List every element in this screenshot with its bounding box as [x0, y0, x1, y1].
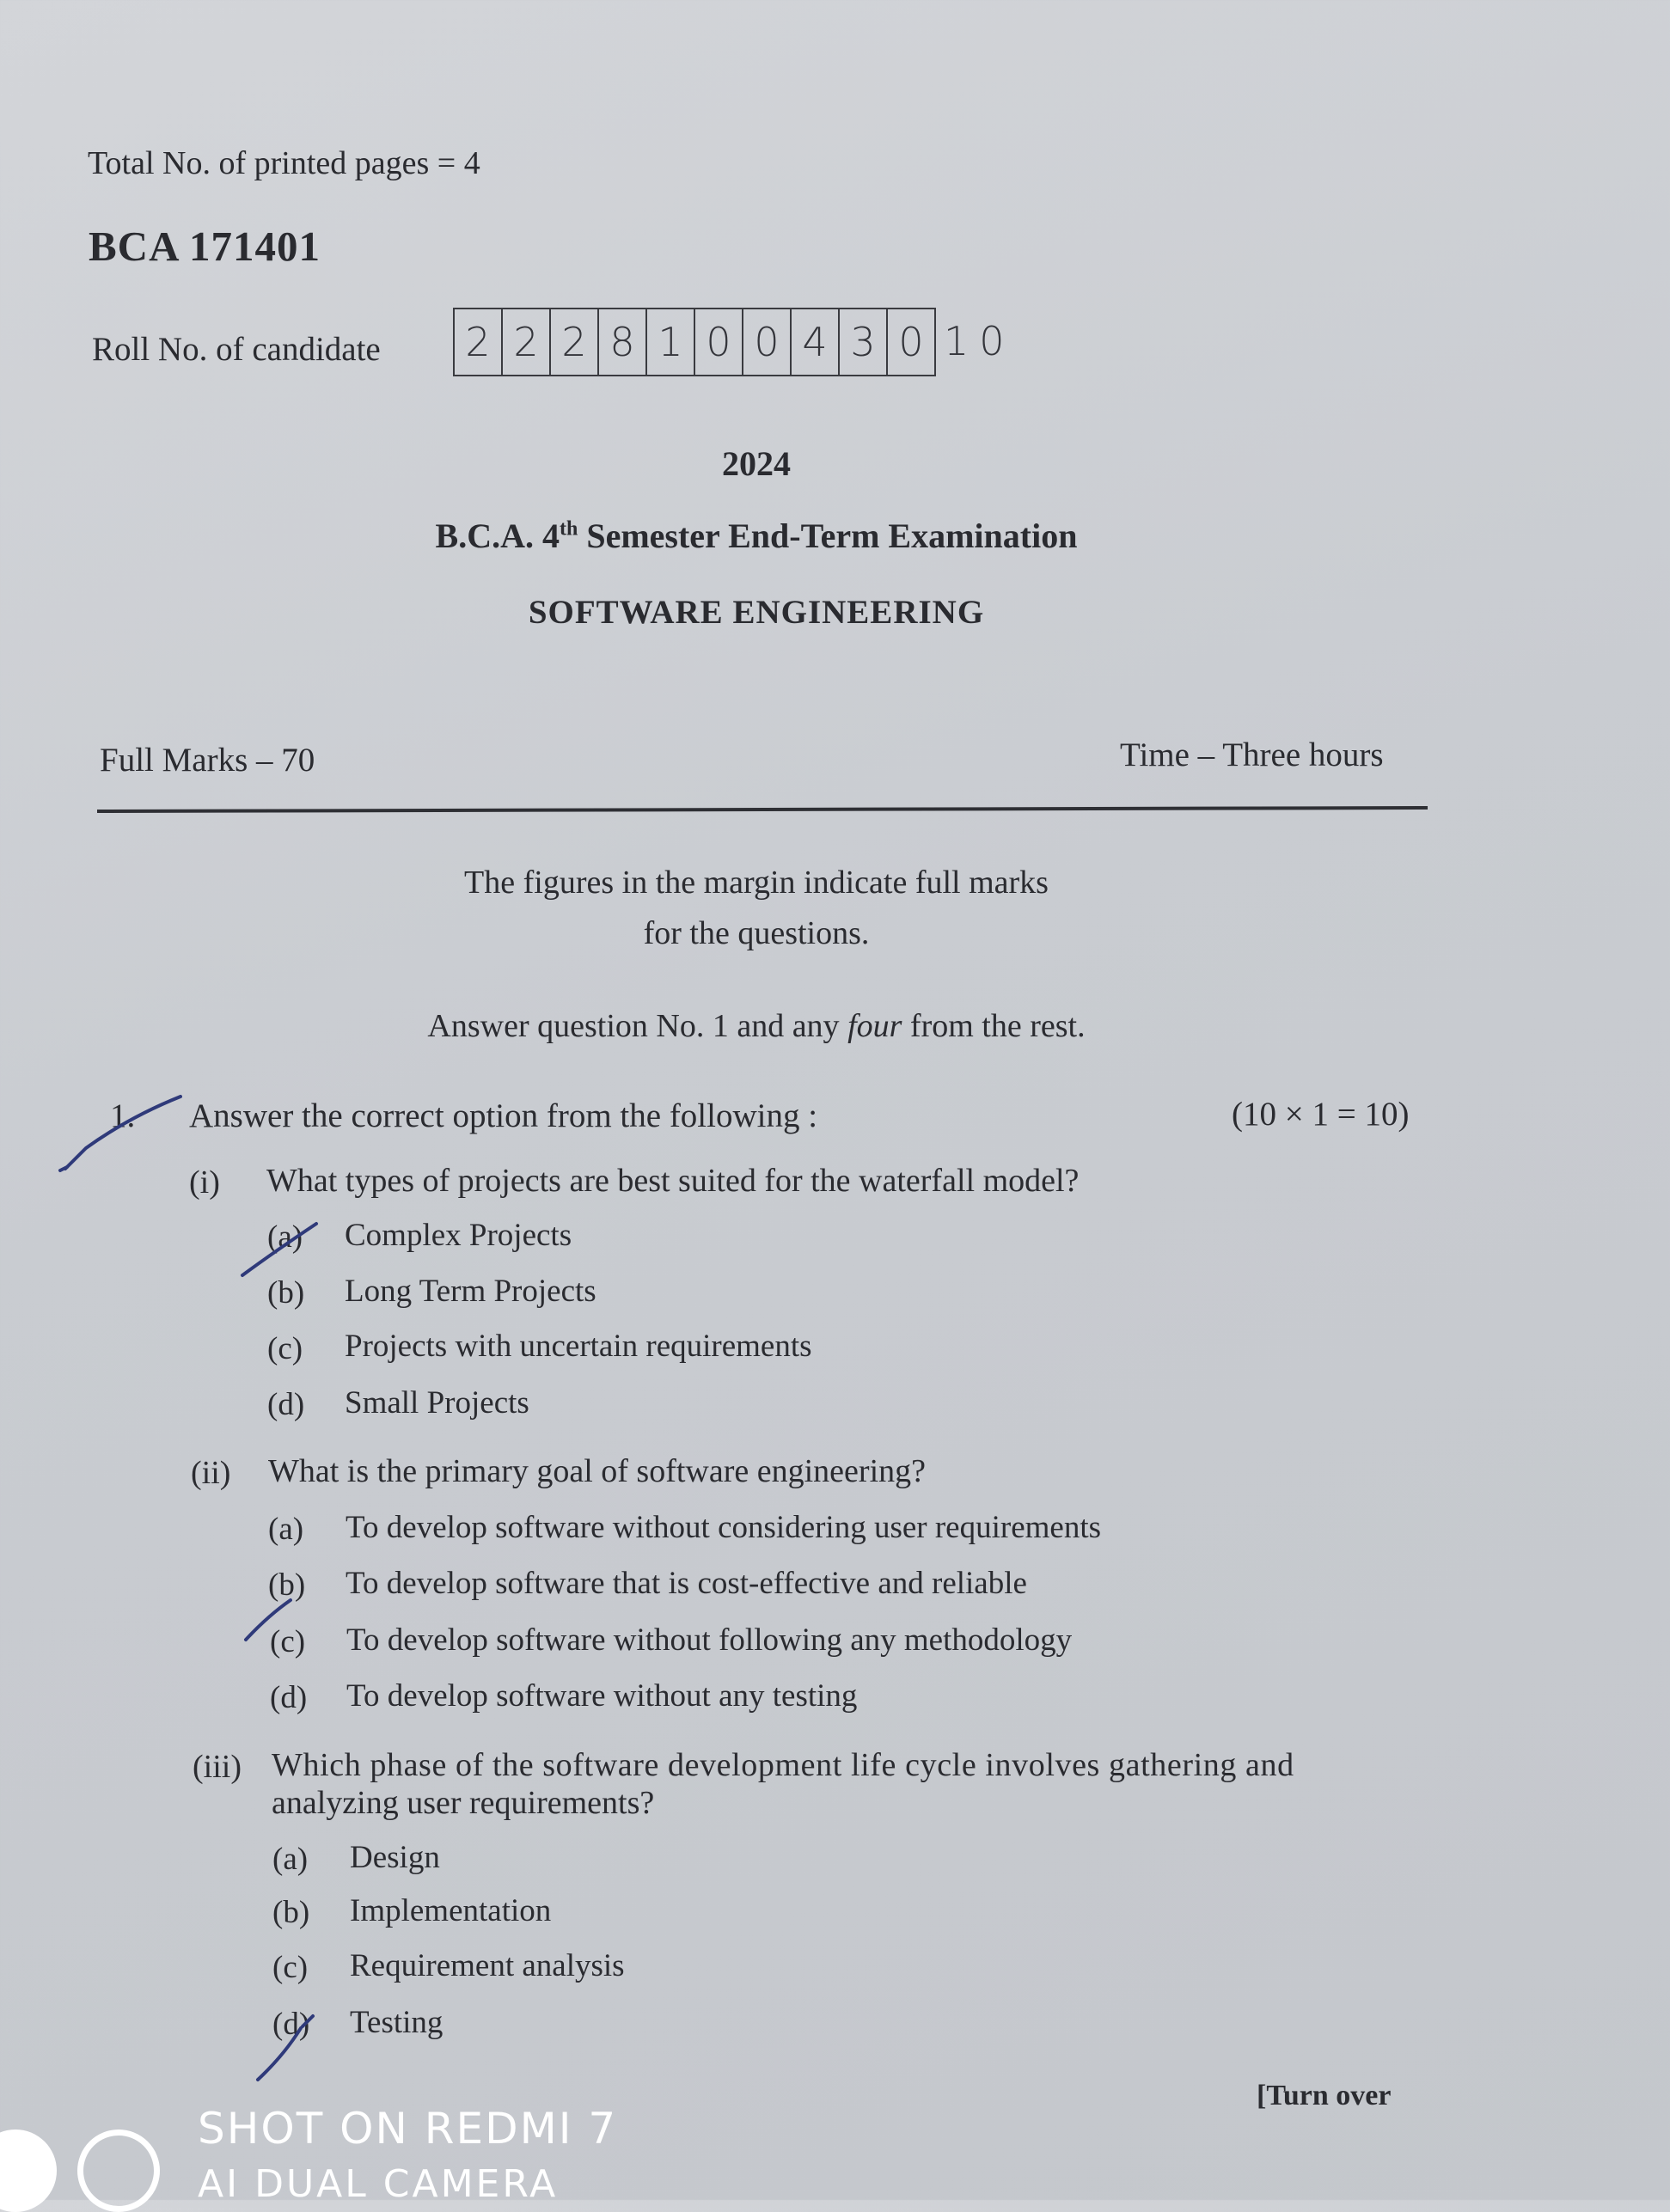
sub-question-number: (i) — [189, 1164, 220, 1201]
roll-digit-box: 3 — [840, 309, 888, 375]
question-number: 1. — [110, 1097, 136, 1134]
option-label: (b) — [272, 1895, 310, 1930]
roll-digit-box: 0 — [898, 319, 924, 365]
subject-title: SOFTWARE ENGINEERING — [528, 594, 985, 631]
roll-digit-box: 0 — [695, 309, 743, 375]
instruction-text: from the rest. — [902, 1008, 1086, 1044]
sub-question-text: What is the primary goal of software engineering? — [268, 1453, 926, 1489]
tick-mark-option-ii-c — [246, 1600, 291, 1640]
option-label: (d) — [272, 2007, 310, 2042]
option-text: To develop software that is cost-effective and reliable — [346, 1566, 1027, 1601]
roll-digit-box: 2 — [503, 309, 551, 375]
exam-year: 2024 — [722, 444, 791, 483]
roll-digit-box: 2 — [551, 309, 599, 375]
option-text: Implementation — [350, 1893, 552, 1928]
full-marks: Full Marks – 70 — [100, 742, 315, 779]
tick-mark-option-i-a — [242, 1224, 316, 1275]
instruction-line-1: The figures in the margin indicate full marks — [464, 865, 1049, 901]
question-marks: (10 × 1 = 10) — [1232, 1096, 1410, 1133]
question-text: Answer the correct option from the following : — [189, 1097, 818, 1134]
sub-question-text: Which phase of the software development life cycle involves gathering and — [272, 1747, 1294, 1783]
option-text: Requirement analysis — [350, 1948, 625, 1983]
roll-digit-box: 2 — [455, 309, 503, 375]
exam-title-suffix: Semester End-Term Examination — [578, 516, 1078, 555]
option-label: (b) — [268, 1567, 306, 1603]
camera-watermark-line-2: AI DUAL CAMERA — [198, 2162, 559, 2206]
option-text: Small Projects — [345, 1385, 529, 1421]
option-label: (a) — [268, 1512, 304, 1547]
option-text: Testing — [350, 2005, 443, 2040]
sub-question-text-continued: analyzing user requirements? — [272, 1785, 655, 1821]
sub-question-text: What types of projects are best suited for the waterfall model? — [266, 1163, 1080, 1199]
roll-number-extra-digits: 10 — [944, 318, 1015, 364]
instruction-text: Answer question No. 1 and any — [427, 1008, 848, 1044]
camera-watermark-line-1: SHOT ON REDMI 7 — [198, 2104, 618, 2154]
roll-digit-box: 1 — [647, 309, 695, 375]
roll-digit-box: 8 — [599, 309, 647, 375]
option-label: (c) — [272, 1950, 309, 1985]
turn-over-note: [Turn over — [1257, 2080, 1392, 2111]
time-allowed: Time – Three hours — [1120, 736, 1384, 773]
instruction-emphasis: four — [847, 1008, 902, 1044]
option-text: Long Term Projects — [345, 1274, 596, 1309]
sub-question-number: (iii) — [193, 1749, 242, 1785]
option-text: Complex Projects — [345, 1218, 572, 1253]
option-label: (d) — [267, 1387, 305, 1422]
option-text: To develop software without considering user requirements — [346, 1510, 1102, 1545]
instruction-line-2: for the questions. — [643, 915, 870, 951]
roll-digit-box: 4 — [792, 309, 840, 375]
tick-mark-option-iii-d — [258, 2028, 301, 2080]
tick-mark-question-1 — [65, 1097, 180, 1169]
option-label: (b) — [267, 1275, 305, 1311]
roll-digit-box: 0 — [743, 309, 792, 375]
paper-code: BCA 171401 — [89, 223, 321, 270]
option-label: (a) — [267, 1219, 303, 1255]
option-text: Projects with uncertain requirements — [345, 1329, 812, 1364]
option-text: To develop software without following any methodology — [346, 1622, 1073, 1658]
tick-mark-option-iii-d-top — [303, 2016, 313, 2026]
exam-title-superscript: th — [559, 517, 578, 541]
option-label: (d) — [270, 1680, 308, 1715]
option-label: (a) — [272, 1842, 309, 1877]
exam-title-prefix: B.C.A. 4 — [435, 516, 560, 555]
sub-question-number: (ii) — [191, 1455, 231, 1491]
option-text: To develop software without any testing — [346, 1678, 858, 1714]
option-label: (c) — [270, 1624, 306, 1659]
printed-pages-note: Total No. of printed pages = 4 — [88, 145, 480, 181]
roll-number-label: Roll No. of candidate — [92, 331, 381, 368]
option-text: Design — [350, 1840, 440, 1875]
option-label: (c) — [267, 1331, 303, 1366]
